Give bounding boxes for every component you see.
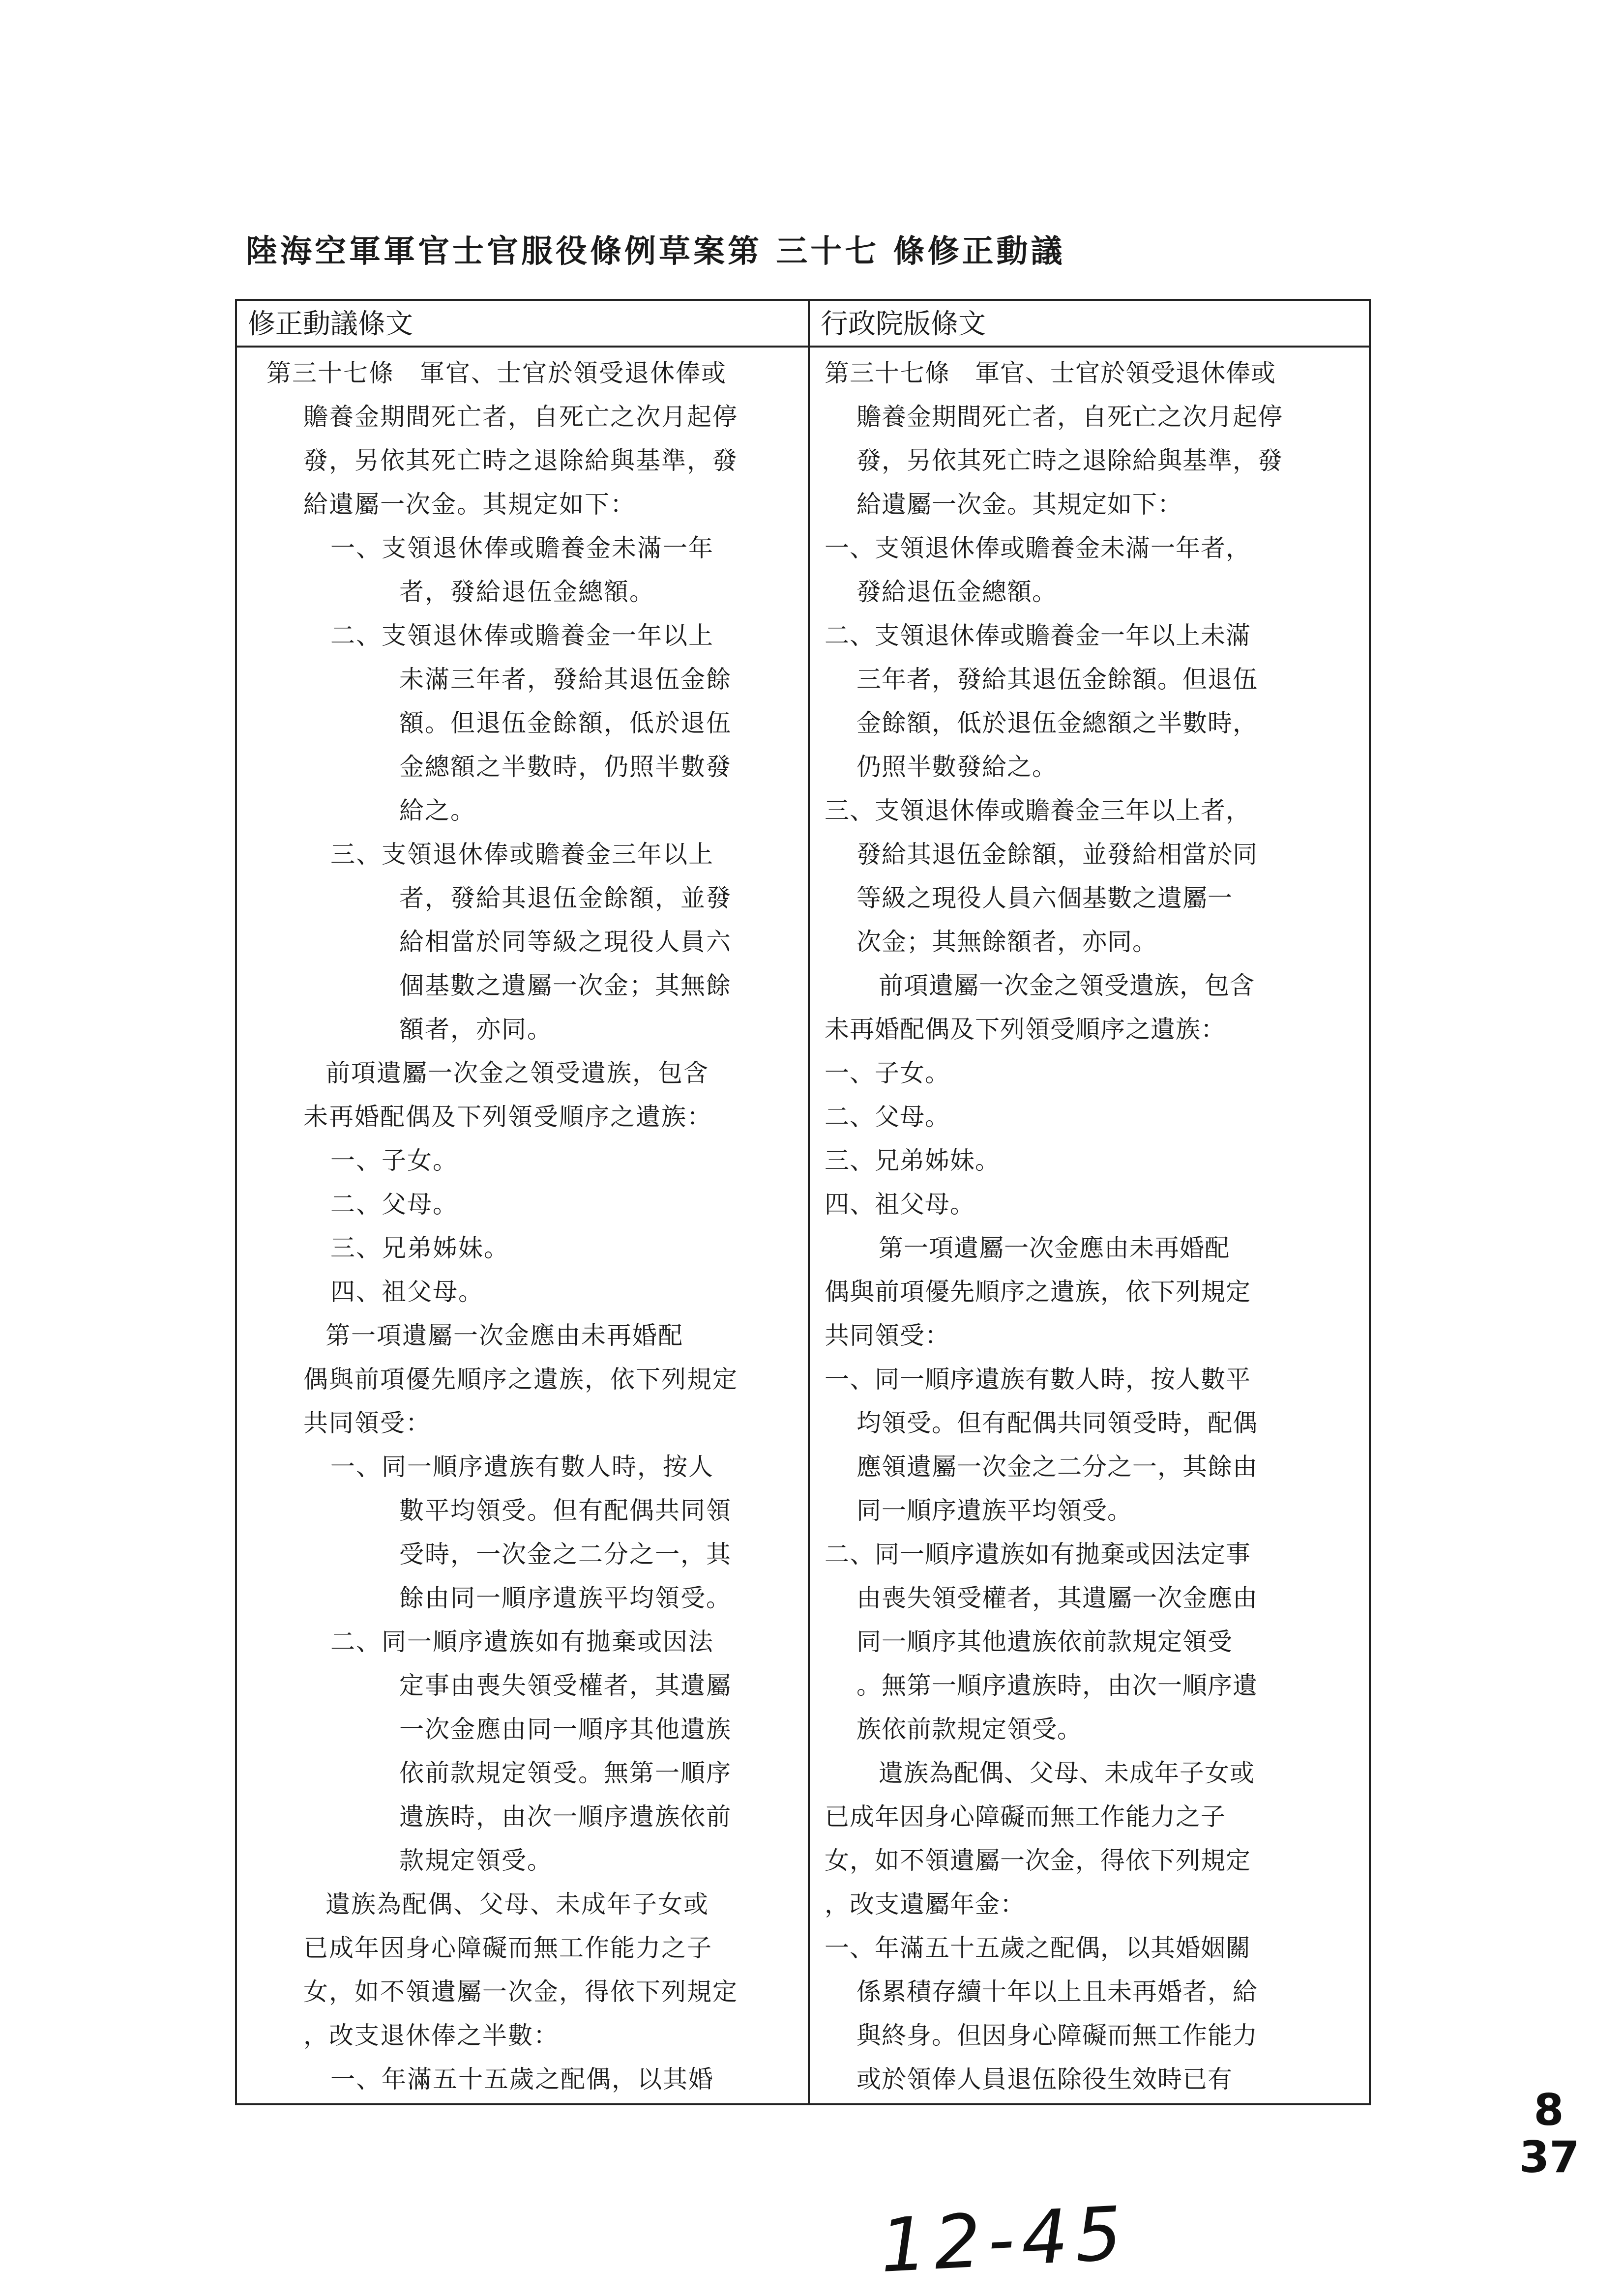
clause-line: 一、支領退休俸或贍養金未滿一年 bbox=[330, 534, 714, 562]
clause-line: 未再婚配偶及下列領受順序之遺族： bbox=[303, 1103, 712, 1131]
clause-line: 贍養金期間死亡者，自死亡之次月起停 bbox=[303, 403, 738, 431]
clause-line: 女，如不領遺屬一次金，得依下列規定 bbox=[303, 1977, 738, 2006]
clause-line: 已成年因身心障礙而無工作能力之子 bbox=[825, 1802, 1226, 1831]
clause-line: 女，如不領遺屬一次金，得依下列規定 bbox=[825, 1846, 1251, 1875]
page-mark-top: 8 bbox=[1534, 2085, 1564, 2135]
clause-line: ，改支遺屬年金： bbox=[825, 1890, 1025, 1918]
clause-line: 額者，亦同。 bbox=[399, 1015, 553, 1044]
clause-line: 或於領俸人員退伍除役生效時已有 bbox=[856, 2065, 1233, 2093]
clause-line: 發，另依其死亡時之退除給與基準，發 bbox=[303, 446, 738, 475]
clause-line: 遺族為配偶、父母、未成年子女或 bbox=[879, 1759, 1255, 1787]
handwritten-page-mark bbox=[1519, 2087, 1578, 2181]
clause-line: 第三十七條 軍官、士官於領受退休俸或 bbox=[266, 359, 727, 387]
clause-line: 四、祖父母。 bbox=[330, 1278, 484, 1306]
clause-line: 給遺屬一次金。其規定如下： bbox=[856, 490, 1182, 519]
clause-line: 同一順序遺族平均領受。 bbox=[856, 1496, 1132, 1525]
clause-line: 發給其退伍金餘額，並發給相當於同 bbox=[856, 840, 1258, 869]
clause-line: 數平均領受。但有配偶共同領 bbox=[399, 1496, 732, 1525]
clause-line: 一、年滿五十五歲之配偶，以其婚姻關 bbox=[825, 1934, 1251, 1962]
clause-line: 金總額之半數時，仍照半數發 bbox=[399, 753, 732, 781]
clause-line: 一、同一順序遺族有數人時，按人數平 bbox=[825, 1365, 1251, 1394]
clause-line: 次金；其無餘額者，亦同。 bbox=[856, 928, 1157, 956]
clause-line: 均領受。但有配偶共同領受時，配偶 bbox=[856, 1409, 1258, 1437]
clause-line: 共同領受： bbox=[825, 1321, 950, 1350]
clause-line: 二、支領退休俸或贍養金一年以上未滿 bbox=[825, 621, 1251, 650]
clause-line: 三、支領退休俸或贍養金三年以上者， bbox=[825, 796, 1251, 825]
clause-line: 未再婚配偶及下列領受順序之遺族： bbox=[825, 1015, 1226, 1044]
clause-line: 應領遺屬一次金之二分之一，其餘由 bbox=[856, 1453, 1258, 1481]
document-title: 陸海空軍軍官士官服役條例草案第 三十七 條修正動議 bbox=[246, 233, 1065, 270]
clause-line: 額。但退伍金餘額，低於退伍 bbox=[399, 709, 732, 737]
clause-line: 一、同一順序遺族有數人時，按人 bbox=[330, 1453, 714, 1481]
clause-line: 餘由同一順序遺族平均領受。 bbox=[399, 1584, 732, 1612]
executive-column-header: 行政院版條文 bbox=[810, 301, 1369, 348]
executive-column bbox=[810, 301, 1369, 2103]
clause-line: 三、兄弟姊妹。 bbox=[330, 1234, 509, 1262]
clause-line: 二、同一順序遺族如有拋棄或因法定事 bbox=[825, 1540, 1251, 1569]
comparison-table bbox=[235, 299, 1371, 2105]
clause-line: 二、同一順序遺族如有拋棄或因法 bbox=[330, 1628, 714, 1656]
clause-line: 同一順序其他遺族依前款規定領受 bbox=[856, 1628, 1233, 1656]
clause-line: 二、支領退休俸或贍養金一年以上 bbox=[330, 621, 714, 650]
clause-line: 。無第一順序遺族時，由次一順序遺 bbox=[856, 1671, 1258, 1700]
clause-line: 者，發給退伍金總額。 bbox=[399, 578, 655, 606]
clause-line: 一、年滿五十五歲之配偶，以其婚 bbox=[330, 2065, 714, 2093]
clause-line: 前項遺屬一次金之領受遺族，包含 bbox=[879, 971, 1255, 1000]
clause-line: 二、父母。 bbox=[330, 1190, 458, 1219]
clause-line: ，改支退休俸之半數： bbox=[303, 2021, 559, 2050]
clause-line: 個基數之遺屬一次金；其無餘 bbox=[399, 971, 732, 1000]
clause-line: 未滿三年者，發給其退伍金餘 bbox=[399, 665, 732, 694]
clause-line: 給遺屬一次金。其規定如下： bbox=[303, 490, 636, 519]
motion-column-header: 修正動議條文 bbox=[237, 301, 808, 348]
clause-line: 發，另依其死亡時之退除給與基準，發 bbox=[856, 446, 1283, 475]
clause-line: 第一項遺屬一次金應由未再婚配 bbox=[879, 1234, 1230, 1262]
clause-line: 等級之現役人員六個基數之遺屬一 bbox=[856, 884, 1233, 912]
clause-line: 者，發給其退伍金餘額，並發 bbox=[399, 884, 732, 912]
clause-line: 遺族為配偶、父母、未成年子女或 bbox=[325, 1890, 709, 1918]
clause-line: 一次金應由同一順序其他遺族 bbox=[399, 1715, 732, 1744]
clause-line: 係累積存續十年以上且未再婚者，給 bbox=[856, 1977, 1258, 2006]
clause-line: 三、支領退休俸或贍養金三年以上 bbox=[330, 840, 714, 869]
motion-column bbox=[237, 301, 810, 2103]
clause-line: 金餘額，低於退伍金總額之半數時， bbox=[856, 709, 1258, 737]
clause-line: 款規定領受。 bbox=[399, 1846, 553, 1875]
clause-line: 三年者，發給其退伍金餘額。但退伍 bbox=[856, 665, 1258, 694]
executive-column-body bbox=[810, 348, 1369, 2101]
motion-column-body bbox=[237, 348, 808, 2101]
clause-line: 第三十七條 軍官、士官於領受退休俸或 bbox=[825, 359, 1276, 387]
clause-line: 遺族時，由次一順序遺族依前 bbox=[399, 1802, 732, 1831]
clause-line: 贍養金期間死亡者，自死亡之次月起停 bbox=[856, 403, 1283, 431]
clause-line: 偶與前項優先順序之遺族，依下列規定 bbox=[825, 1278, 1251, 1306]
clause-line: 共同領受： bbox=[303, 1409, 431, 1437]
clause-line: 一、支領退休俸或贍養金未滿一年者， bbox=[825, 534, 1251, 562]
clause-line: 三、兄弟姊妹。 bbox=[825, 1146, 1000, 1175]
clause-line: 第一項遺屬一次金應由未再婚配 bbox=[325, 1321, 683, 1350]
clause-line: 由喪失領受權者，其遺屬一次金應由 bbox=[856, 1584, 1258, 1612]
clause-line: 仍照半數發給之。 bbox=[856, 753, 1057, 781]
clause-line: 一、子女。 bbox=[825, 1059, 950, 1087]
clause-line: 與終身。但因身心障礙而無工作能力 bbox=[856, 2021, 1258, 2050]
clause-line: 受時，一次金之二分之一，其 bbox=[399, 1540, 732, 1569]
clause-line: 依前款規定領受。無第一順序 bbox=[399, 1759, 732, 1787]
clause-line: 發給退伍金總額。 bbox=[856, 578, 1057, 606]
clause-line: 族依前款規定領受。 bbox=[856, 1715, 1082, 1744]
clause-line: 偶與前項優先順序之遺族，依下列規定 bbox=[303, 1365, 738, 1394]
clause-line: 二、父母。 bbox=[825, 1103, 950, 1131]
clause-line: 已成年因身心障礙而無工作能力之子 bbox=[303, 1934, 712, 1962]
page-mark-bottom: 37 bbox=[1519, 2132, 1580, 2182]
clause-line: 給相當於同等級之現役人員六 bbox=[399, 928, 732, 956]
clause-line: 定事由喪失領受權者，其遺屬 bbox=[399, 1671, 732, 1700]
clause-line: 前項遺屬一次金之領受遺族，包含 bbox=[325, 1059, 709, 1087]
handwritten-page-number: 12-45 bbox=[878, 2190, 1131, 2290]
clause-line: 給之。 bbox=[399, 796, 476, 825]
clause-line: 四、祖父母。 bbox=[825, 1190, 975, 1219]
clause-line: 一、子女。 bbox=[330, 1146, 458, 1175]
